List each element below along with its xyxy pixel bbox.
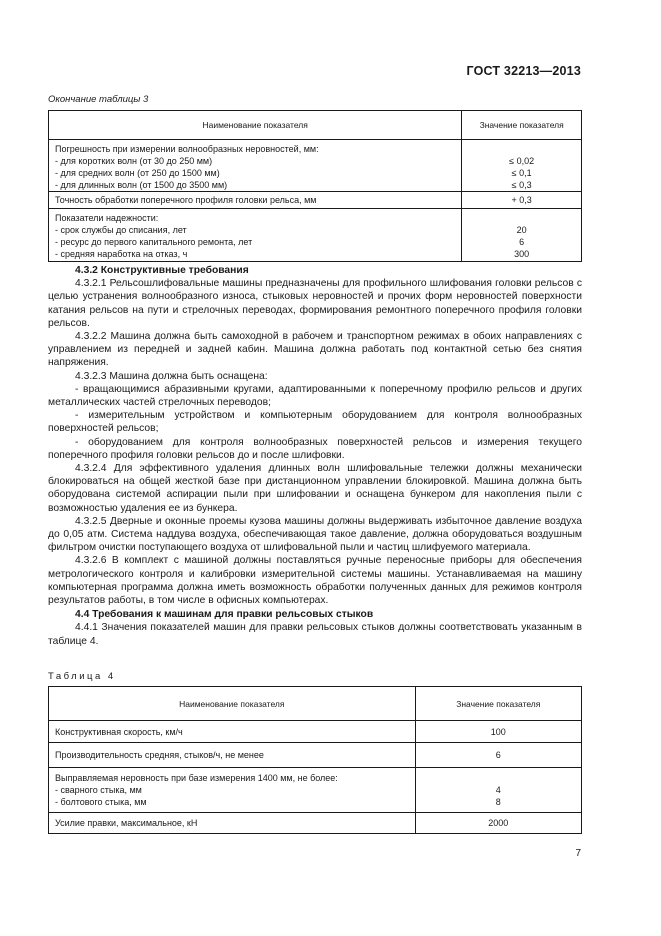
- table3-header-name: Наименование показателя: [49, 111, 462, 140]
- section-heading-4-3-2: 4.3.2 Конструктивные требования: [75, 265, 249, 276]
- table-cell: ≤ 0,1: [511, 168, 532, 178]
- table-cell: - ресурс до первого капитального ремонта, лет: [55, 237, 253, 247]
- table4-header-name: Наименование показателя: [49, 687, 416, 721]
- table-row: [49, 768, 582, 813]
- list-item: - оборудованием для контроля волнообразных поверхностей рельсов и измерения текущего поперечного профиля головки рельсов до и после шлифовки.: [48, 436, 582, 461]
- table-cell: Показатели надежности:: [55, 213, 159, 223]
- table-cell: + 0,3: [511, 195, 532, 205]
- table-cell: Усилие правки, максимальное, кН: [55, 818, 198, 828]
- table-row: [49, 192, 582, 209]
- table3-caption: Окончание таблицы 3: [48, 94, 149, 105]
- table4: [48, 686, 582, 834]
- document-header: ГОСТ 32213—2013: [466, 64, 581, 78]
- table-cell: - сварного стыка, мм: [55, 785, 142, 795]
- table-cell: ≤ 0,3: [511, 180, 532, 190]
- paragraph-4-3-2-3: 4.3.2.3 Машина должна быть оснащена:: [75, 370, 268, 382]
- table-cell: ≤ 0,02: [509, 156, 535, 166]
- table-cell: Точность обработки поперечного профиля головки рельса, мм: [55, 195, 317, 205]
- body-text: [48, 263, 582, 648]
- paragraph-4-3-2-5: 4.3.2.5 Дверные и оконные проемы кузова машины должны выдерживать избыточное давление воздуха до 0,05 атм. Система наддува воздуха, обеспечивающая такое давление, должна оборудоваться воздушным фильтром очистки поступающего воздуха от шлифовальной пыли и частиц шлифуемого материала.: [48, 515, 582, 554]
- list-item: - вращающимися абразивными кругами, адаптированными к поперечному профилю рельсов и других металлических частей стрелочных переводов;: [48, 383, 582, 409]
- table-cell: Производительность средняя, стыков/ч, не менее: [55, 750, 264, 760]
- table4-caption: Таблица 4: [48, 671, 116, 682]
- table3-header-value: Значение показателя: [462, 111, 582, 140]
- paragraph-4-3-2-1: 4.3.2.1 Рельсошлифовальные машины предназначены для профильного шлифования головки рельсов с целью устранения волнообразного износа, стыковых неровностей и прочих форм неровностей поверхности катания рельсов на пути и стрелочных переводах, формирования ремонтного поперечного профиля головки рельсов.: [48, 278, 582, 329]
- table-row: [49, 209, 582, 262]
- paragraph-4-3-2-2: 4.3.2.2 Машина должна быть самоходной в рабочем и транспортном режимах в обоих направлениях с управлением из передней и задней кабин. Машина должна работать под контактной сетью без снятия напряжения.: [48, 331, 582, 369]
- table-row: [49, 140, 582, 192]
- table-cell: 300: [514, 249, 530, 259]
- table-cell: - для коротких волн (от 30 до 250 мм): [55, 156, 213, 166]
- table-cell: 2000: [488, 818, 509, 828]
- table-cell: - болтового стыка, мм: [55, 797, 147, 807]
- table-row: [49, 743, 582, 768]
- section-heading-4-4: 4.4 Требования к машинам для правки рельсовых стыков: [75, 609, 374, 621]
- table-cell: - срок службы до списания, лет: [55, 225, 187, 235]
- table-row: [49, 813, 582, 834]
- table-row: [49, 721, 582, 743]
- table-cell: [468, 212, 575, 224]
- table-cell: 20: [516, 225, 527, 235]
- table-cell: [422, 772, 575, 784]
- table-cell: 6: [495, 750, 501, 760]
- list-item: - измерительным устройством и компьютерным оборудованием для контроля волнообразных поверхностей рельсов;: [48, 410, 582, 435]
- table-cell: [468, 143, 575, 155]
- paragraph-4-3-2-4: 4.3.2.4 Для эффективного удаления длинных волн шлифовальные тележки должны механически блокироваться на общей жесткой базе при дистанционном управлении блокировкой. Машина должна быть оборудована системой аспирации пыли при шлифовании и оснащена бункером для накопления пыли с возможностью удаления ее из бункера.: [48, 463, 582, 514]
- table-cell: 100: [490, 726, 506, 737]
- table3: [48, 110, 582, 262]
- paragraph-4-3-2-6: 4.3.2.6 В комплект с машиной должны поставляться ручные переносные приборы для обеспечения метрологического контроля и калибровки измерительной системы машины. Устанавливаемая на машину компьютерная программа должна иметь возможность обработки полученных данных для режимов контроля результатов работы, в том числе в офисных компьютерах.: [48, 555, 582, 607]
- table-cell: - для длинных волн (от 1500 до 3500 мм): [55, 180, 228, 190]
- table-cell: Выправляемая неровность при базе измерения 1400 мм, не более:: [55, 773, 338, 783]
- table-cell: 6: [519, 237, 525, 247]
- table-cell: - средняя наработка на отказ, ч: [55, 249, 188, 259]
- table-cell: - для средних волн (от 250 до 1500 мм): [55, 168, 220, 178]
- paragraph-4-4-1: 4.4.1 Значения показателей машин для правки рельсовых стыков должны соответствовать указанным в таблице 4.: [48, 622, 582, 647]
- page-number: 7: [575, 848, 581, 859]
- table-cell: Конструктивная скорость, км/ч: [55, 726, 183, 737]
- table-cell: 8: [495, 797, 501, 807]
- table-cell: Погрешность при измерении волнообразных неровностей, мм:: [55, 144, 319, 154]
- table-cell: 4: [495, 785, 501, 795]
- table4-header-value: Значение показателя: [415, 687, 581, 721]
